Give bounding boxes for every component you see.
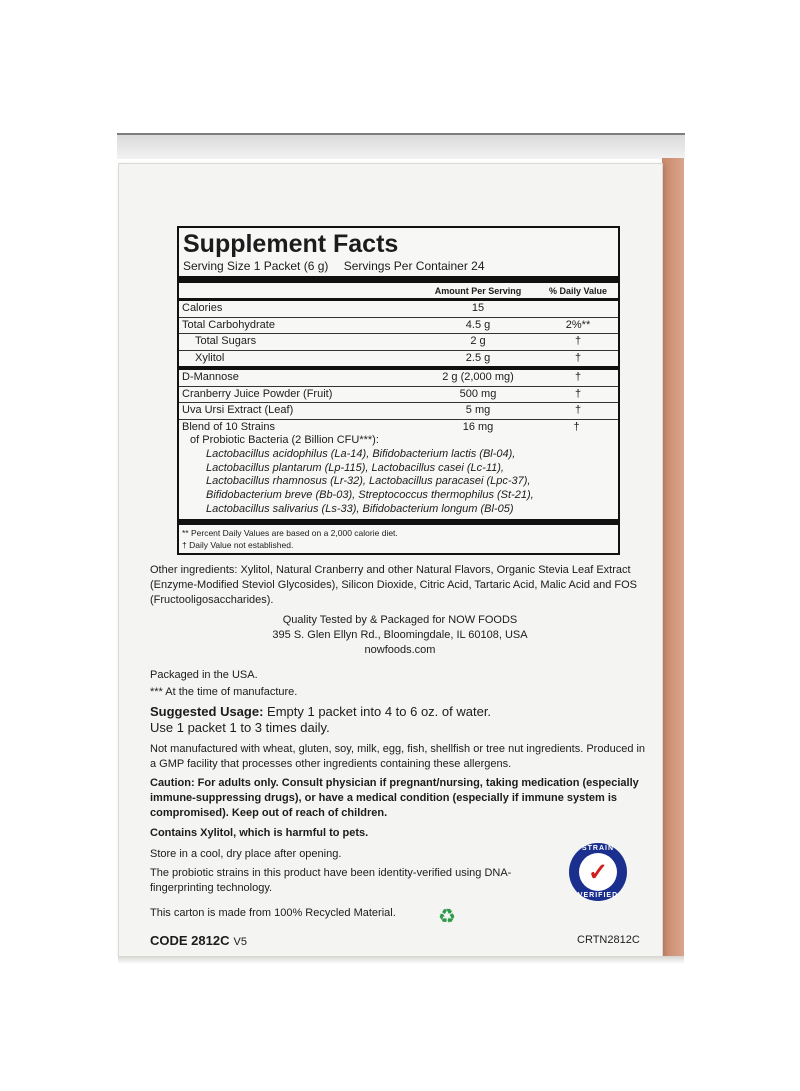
packaged-in: Packaged in the USA. [150,669,258,681]
supplement-facts-panel [177,226,620,555]
facts-row: Uva Ursi Extract (Leaf) 5 mg † [179,403,618,420]
allergen-statement: Not manufactured with wheat, gluten, soy, milk, egg, fish, shellfish or tree nut ingredients. Produced in a GMP facility that processes other ingredients containing these allergens. [150,743,646,770]
blend-amount: 16 mg [462,420,494,433]
quality-address: 395 S. Glen Ellyn Rd., Bloomingdale, IL 60108, USA [272,629,528,641]
box-shadow [118,956,684,964]
facts-row: Total Sugars 2 g † [179,334,618,351]
recycled-note: This carton is made from 100% Recycled Material. [150,907,396,919]
servings-per-container: Servings Per Container 24 [343,259,485,273]
strain-line: Lactobacillus salivarius (Ls-33), Bifidobacterium longum (Bl-05) [206,502,514,515]
strain-verified-badge [569,843,627,901]
manufacture-note: *** At the time of manufacture. [150,686,298,698]
facts-title: Supplement Facts [183,230,399,258]
storage-instructions: Store in a cool, dry place after opening. [150,848,342,860]
strain-line: Bifidobacterium breve (Bb-03), Streptococcus thermophilus (St-21), [206,489,534,502]
blend-sub: of Probiotic Bacteria (2 Billion CFU***): [190,434,379,447]
footnote-dv-basis: ** Percent Daily Values are based on a 2,000 calorie diet. [182,528,398,539]
strain-line: Lactobacillus plantarum (Lp-115), Lactobacillus casei (Lc-11), [206,461,504,474]
col-amount-header: Amount Per Serving [434,286,522,296]
facts-row: Xylitol 2.5 g † [179,351,618,371]
caution-statement: Caution: For adults only. Consult physician if pregnant/nursing, taking medication (especially immune-suppressing drugs), or have a medical condition (especially if immune system is compromised). Keep out of reach of children. [150,777,639,819]
version: V5 [233,936,247,948]
facts-row: Cranberry Juice Powder (Fruit) 500 mg † [179,387,618,404]
quality-line-1: Quality Tested by & Packaged for NOW FOODS [282,614,518,626]
facts-footnotes [179,525,618,553]
xylitol-warning: Contains Xylitol, which is harmful to pets. [150,827,369,839]
serving-info [179,259,618,283]
usage-line-2: Use 1 packet 1 to 3 times daily. [150,720,330,735]
facts-row: D-Mannose 2 g (2,000 mg) † [179,370,618,387]
badge-top-text: STRAIN [581,845,615,852]
usage-line-1: Empty 1 packet into 4 to 6 oz. of water. [263,704,492,719]
strain-line: Lactobacillus rhamnosus (Lr-32), Lactobacillus paracasei (Lpc-37), [206,475,531,488]
dna-note: The probiotic strains in this product have been identity-verified using DNA-fingerprinting technology. [150,867,512,894]
other-ingredients: Other ingredients: Xylitol, Natural Cranberry and other Natural Flavors, Organic Stevia Leaf Extract (Enzyme-Modified Steviol Glycosides), Silicon Dioxide, Citric Acid, Tartaric Acid, Malic Acid and FOS (Fructooligosaccharides). [150,564,638,606]
box-lid [117,133,685,159]
box-side [662,158,684,958]
facts-row: Total Carbohydrate 4.5 g 2%** [179,318,618,335]
col-dv-header: % Daily Value [548,286,608,296]
carton-code: CRTN2812C [577,934,640,946]
probiotic-blend [179,420,618,526]
blend-dv: † [573,420,580,433]
footnote-dv-not-established: † Daily Value not established. [182,540,294,551]
suggested-usage [150,704,650,736]
product-code: CODE 2812C V5 [150,933,247,948]
strain-line: Lactobacillus acidophilus (La-14), Bifidobacterium lactis (Bl-04), [206,447,516,460]
recycle-icon: ♻ [438,906,456,928]
facts-row: Calories 15 [179,301,618,318]
checkmark-icon: ✓ [579,853,617,891]
website: nowfoods.com [364,644,436,656]
usage-label: Suggested Usage: [150,704,264,719]
blend-name: Blend of 10 Strains [182,420,275,433]
badge-bottom-text: VERIFIED [577,892,619,899]
serving-size: Serving Size 1 Packet (6 g) [183,259,329,273]
facts-header-row [179,283,618,301]
